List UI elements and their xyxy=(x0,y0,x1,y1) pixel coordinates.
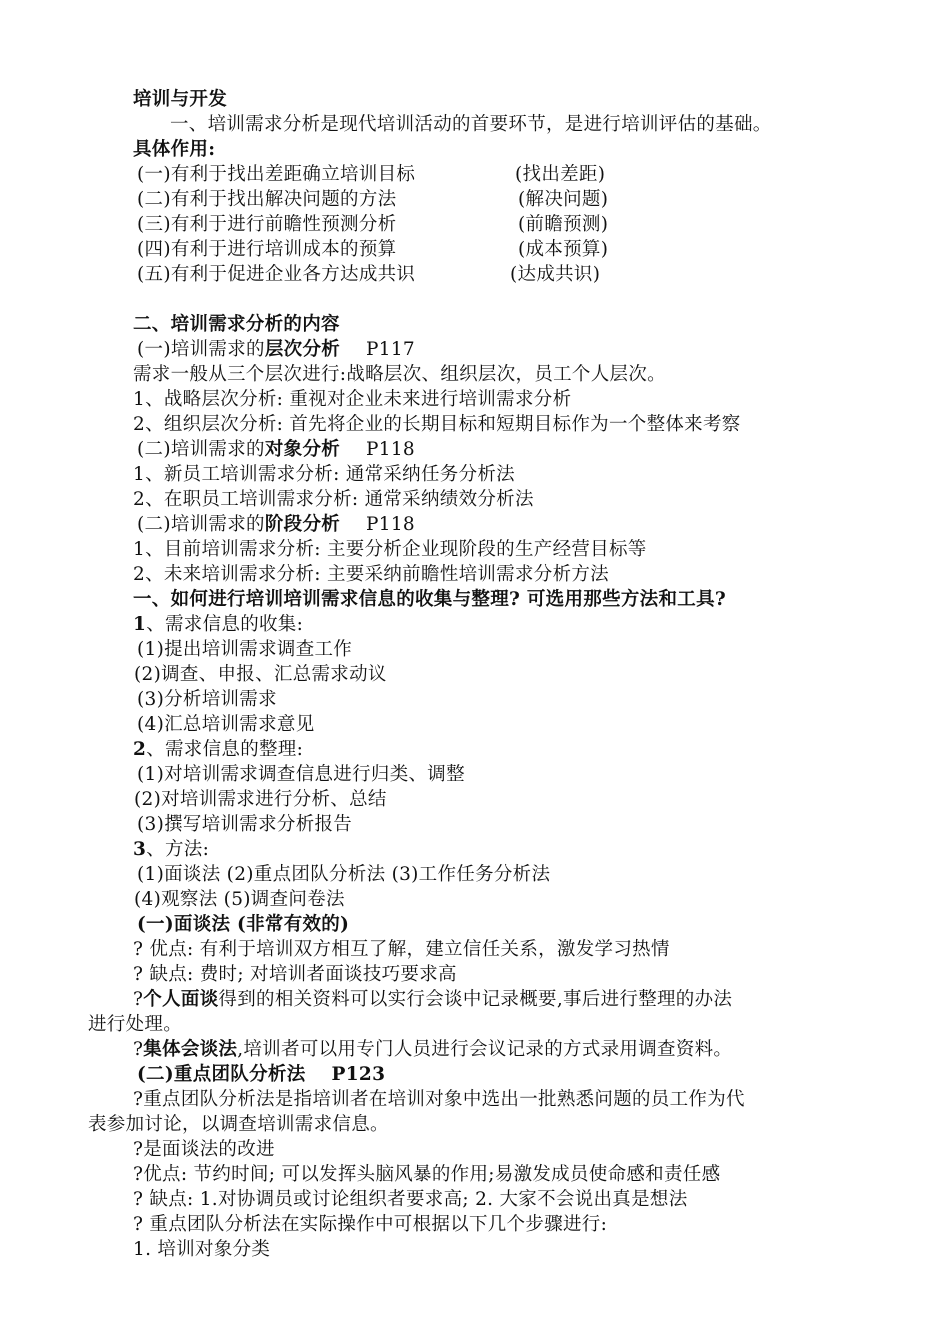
object-page: P118 xyxy=(366,439,416,460)
interview-heading: (一)面谈法 (非常有效的) xyxy=(137,914,350,935)
group-q: ? xyxy=(133,1039,144,1060)
object-analysis-heading xyxy=(137,438,415,462)
organize-num: 2 xyxy=(133,739,147,760)
organize-title xyxy=(133,738,303,762)
collect-num: 1 xyxy=(133,614,147,635)
level-analysis-heading xyxy=(137,338,415,362)
team-definition: ?重点团队分析法是指培训者在培训对象中选出一批熟悉问题的员工作为代 xyxy=(133,1089,745,1110)
methods-line-2: (4)观察法 (5)调查问卷法 xyxy=(134,889,345,910)
role-item: (一)有利于找出差距确立培训目标 xyxy=(137,164,416,185)
interview-pro: ? 优点: 有利于培训双方相互了解，建立信任关系，激发学习热情 xyxy=(133,939,670,960)
object-item-1: 1、新员工培训需求分析: 通常采纳任务分析法 xyxy=(133,464,515,485)
group-rest: ,培训者可以用专门人员进行会议记录的方式录用调查资料。 xyxy=(237,1039,733,1060)
role-heading: 具体作用: xyxy=(133,139,216,160)
stage-prefix: (二)培训需求的 xyxy=(137,514,265,535)
role-tag: (达成共识) xyxy=(510,264,601,285)
stage-analysis-heading xyxy=(137,513,415,537)
personal-rest: 得到的相关资料可以实行会谈中记录概要,事后进行整理的办法 xyxy=(218,989,733,1010)
team-improve: ?是面谈法的改进 xyxy=(133,1139,275,1160)
team-steps: ? 重点团队分析法在实际操作中可根据以下几个步骤进行: xyxy=(133,1214,608,1235)
step-1: 1. 培训对象分类 xyxy=(133,1239,271,1260)
content-heading: 二、培训需求分析的内容 xyxy=(133,314,340,335)
role-tag: (成本预算) xyxy=(518,239,609,260)
stage-item-1: 1、目前培训需求分析: 主要分析企业现阶段的生产经营目标等 xyxy=(133,539,647,560)
role-item: (五)有利于促进企业各方达成共识 xyxy=(137,264,416,285)
level-prefix: (一)培训需求的 xyxy=(137,339,265,360)
collect-item-3: (3)分析培训需求 xyxy=(137,689,277,710)
stage-bold: 阶段分析 xyxy=(264,514,341,535)
level-item-1: 1、战略层次分析: 重视对企业未来进行培训需求分析 xyxy=(133,389,572,410)
team-definition-cont: 表参加讨论，以调查培训需求信息。 xyxy=(88,1114,389,1135)
personal-interview xyxy=(133,988,732,1012)
organize-item-1: (1)对培训需求调查信息进行归类、调整 xyxy=(137,764,465,785)
collect-heading: 一、如何进行培训培训需求信息的收集与整理? 可选用那些方法和工具? xyxy=(133,589,727,610)
object-prefix: (二)培训需求的 xyxy=(137,439,265,460)
levels-intro: 需求一般从三个层次进行:战略层次、组织层次，员工个人层次。 xyxy=(133,364,666,385)
team-page: P123 xyxy=(331,1064,386,1085)
intro-paragraph: 一、培训需求分析是现代培训活动的首要环节，是进行培训评估的基础。 xyxy=(170,114,772,135)
collect-item-1: (1)提出培训需求调查工作 xyxy=(137,639,353,660)
team-con: ? 缺点: 1.对协调员或讨论组织者要求高; 2. 大家不会说出真是想法 xyxy=(133,1189,688,1210)
role-item: (二)有利于找出解决问题的方法 xyxy=(137,189,397,210)
object-item-2: 2、在职员工培训需求分析: 通常采纳绩效分析法 xyxy=(133,489,534,510)
team-heading xyxy=(137,1063,385,1087)
doc-title: 培训与开发 xyxy=(133,89,228,110)
method-title-text: 、方法: xyxy=(146,839,210,860)
level-page: P117 xyxy=(366,339,416,360)
role-item: (四)有利于进行培训成本的预算 xyxy=(137,239,397,260)
group-bold: 集体会谈法 xyxy=(143,1039,238,1060)
method-title xyxy=(133,838,209,862)
role-item: (三)有利于进行前瞻性预测分析 xyxy=(137,214,397,235)
organize-item-2: (2)对培训需求进行分析、总结 xyxy=(134,789,387,810)
role-tag: (前瞻预测) xyxy=(518,214,609,235)
role-tag: (找出差距) xyxy=(515,164,606,185)
team-pro: ?优点: 节约时间; 可以发挥头脑风暴的作用;易激发成员使命感和责任感 xyxy=(133,1164,721,1185)
methods-line-1: (1)面谈法 (2)重点团队分析法 (3)工作任务分析法 xyxy=(137,864,551,885)
collect-item-4: (4)汇总培训需求意见 xyxy=(137,714,315,735)
object-bold: 对象分析 xyxy=(264,439,341,460)
team-heading-text: (二)重点团队分析法 xyxy=(137,1064,306,1085)
collect-item-2: (2)调查、申报、汇总需求动议 xyxy=(134,664,387,685)
organize-item-3: (3)撰写培训需求分析报告 xyxy=(137,814,353,835)
method-num: 3 xyxy=(133,839,147,860)
organize-title-text: 、需求信息的整理: xyxy=(146,739,304,760)
stage-page: P118 xyxy=(366,514,416,535)
collect-title-text: 、需求信息的收集: xyxy=(146,614,304,635)
personal-q: ? xyxy=(133,989,144,1010)
level-bold: 层次分析 xyxy=(264,339,341,360)
personal-bold: 个人面谈 xyxy=(143,989,219,1010)
group-interview xyxy=(133,1038,732,1062)
personal-cont: 进行处理。 xyxy=(88,1014,183,1035)
collect-title xyxy=(133,613,303,637)
stage-item-2: 2、未来培训需求分析: 主要采纳前瞻性培训需求分析方法 xyxy=(133,564,609,585)
interview-con: ? 缺点: 费时; 对培训者面谈技巧要求高 xyxy=(133,964,457,985)
role-tag: (解决问题) xyxy=(518,189,609,210)
level-item-2: 2、组织层次分析: 首先将企业的长期目标和短期目标作为一个整体来考察 xyxy=(133,414,741,435)
